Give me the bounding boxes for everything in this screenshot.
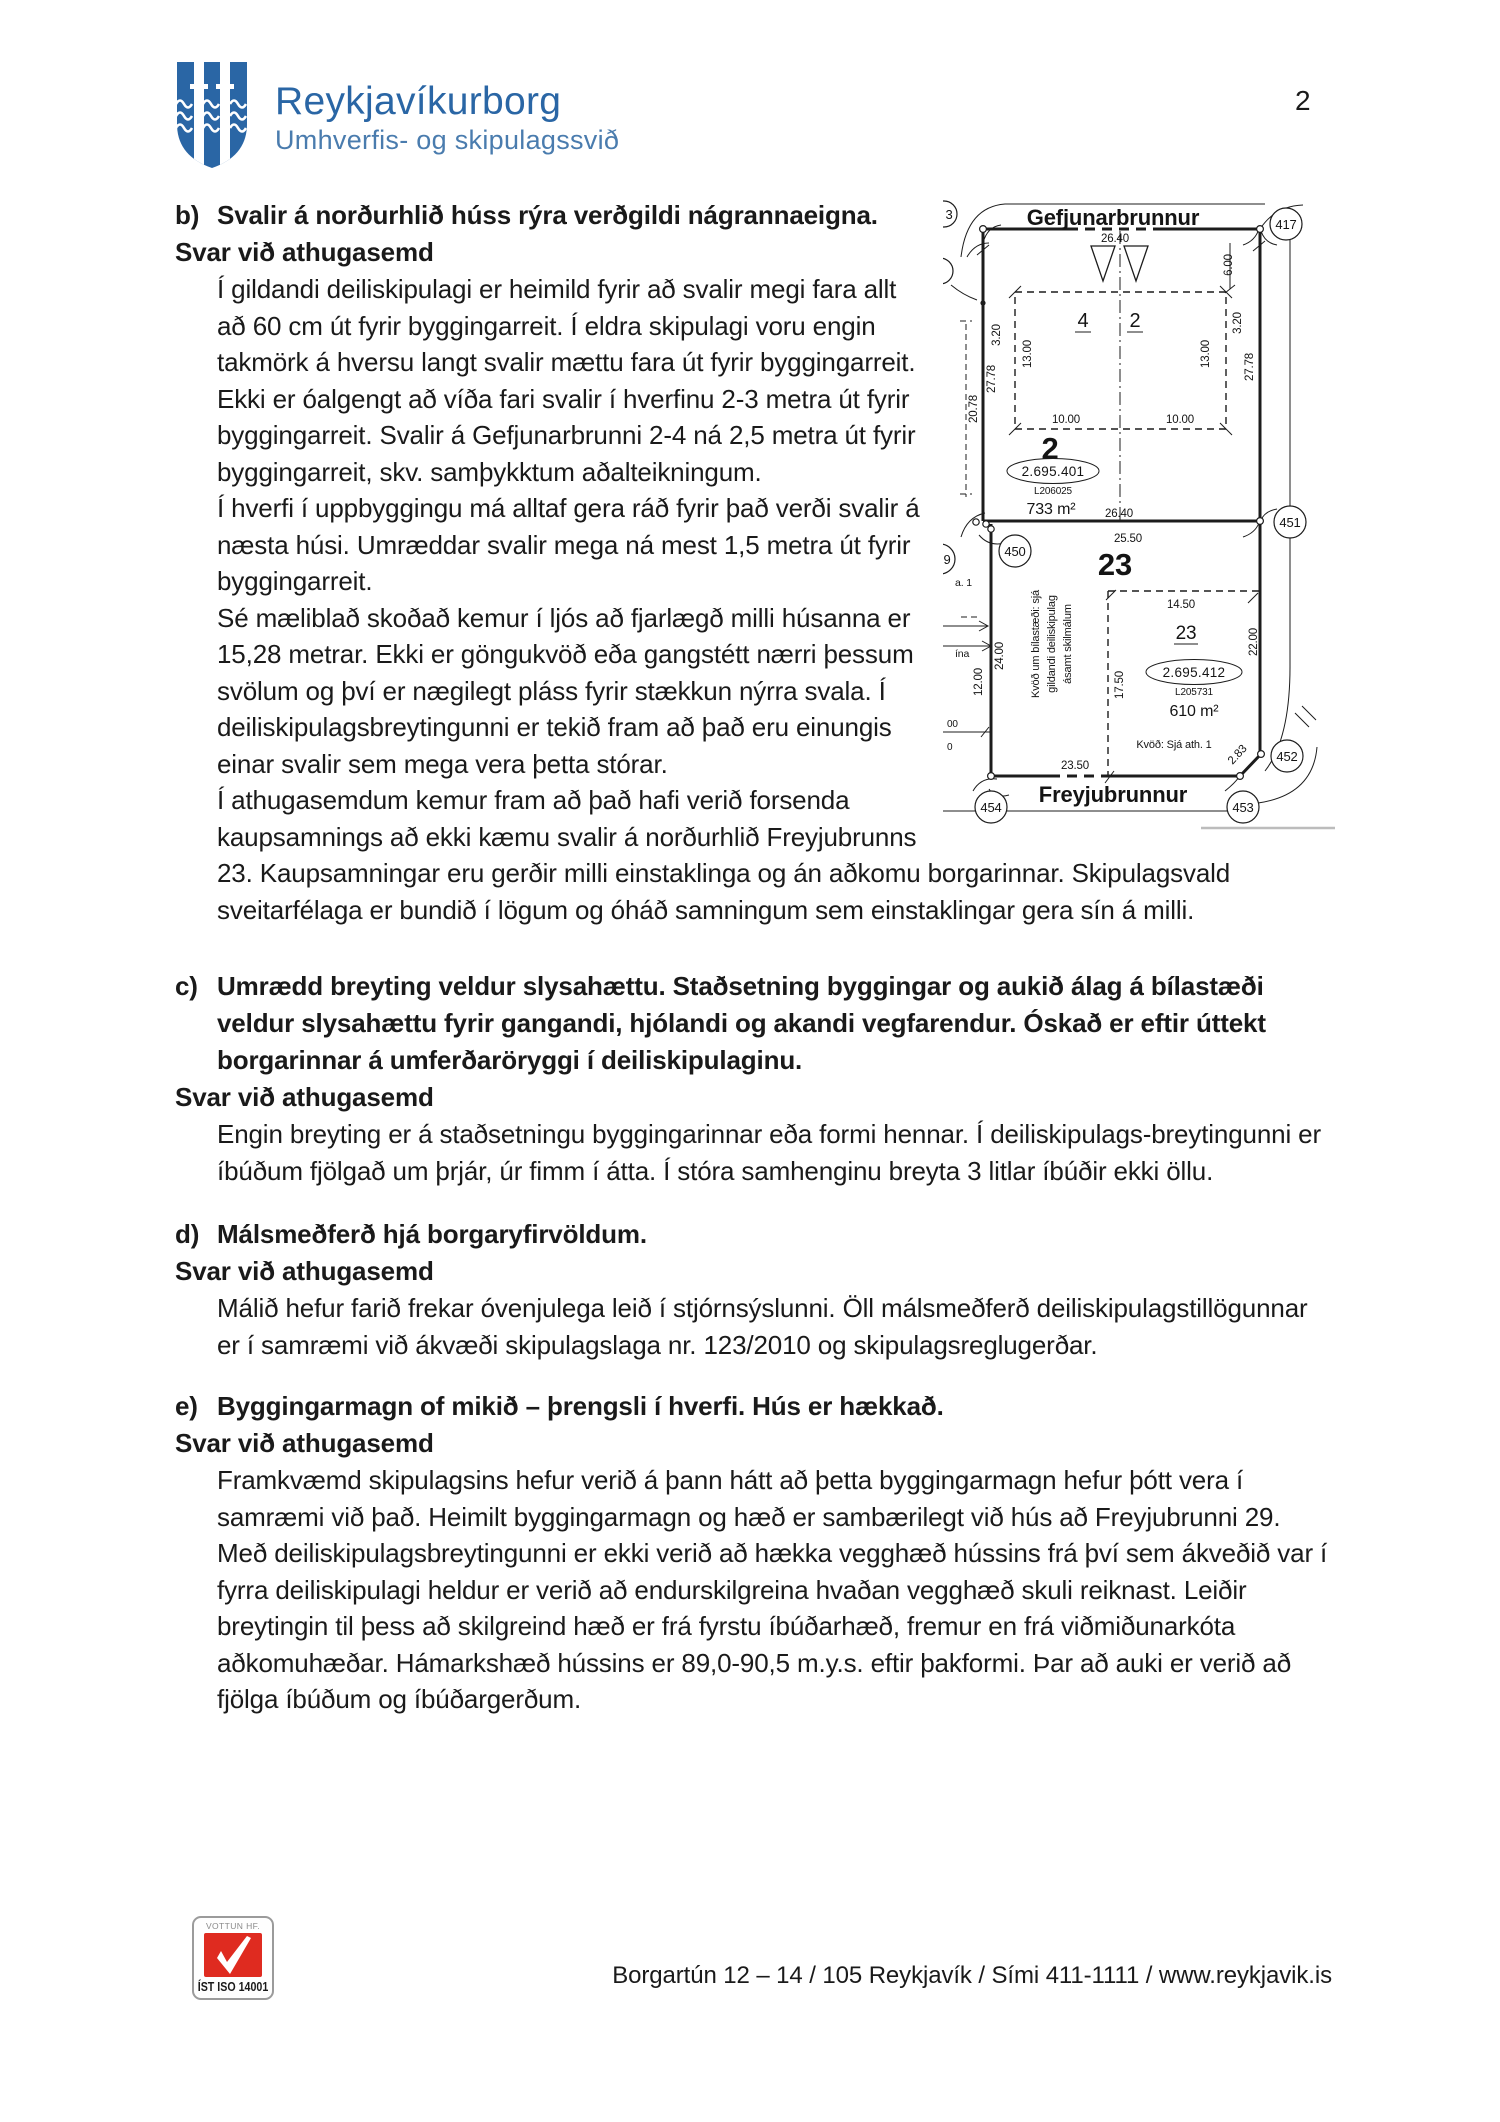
iso-standard-label: ÍST ISO 14001 [197, 1979, 269, 1994]
dim-label: 27.78 [1244, 352, 1256, 382]
section-heading-text: Umrædd breyting veldur slysahættu. Staðsetning byggingar og aukið álag á bílastæði veldur slysahættu fyrir gangandi, hjólandi og akandi vegfarendur. Óskað er eftir úttekt borgarinnar á umferðaröryggi í deiliskipulaginu. [217, 971, 1266, 1075]
paragraph: Sé mæliblað skoðað kemur í ljós að fjarlægð milli húsanna er 15,28 metrar. Ekki er göngukvöð eða gangstétt nærri þessum svölum og því er nægilegt pláss fyrir stækkun nýrra svala. Í deiliskipulagsbreytingunni er tekið fram að það eru einungis einar svalir sem mega vera þetta stórar. [217, 602, 914, 779]
plot-area: 610 m² [1169, 703, 1219, 720]
survey-point [983, 521, 989, 527]
survey-point [980, 226, 987, 233]
road-edge-right [1265, 537, 1290, 771]
dim-label: 14.50 [1166, 599, 1196, 611]
section-e [175, 1388, 1335, 1718]
dim-label: 26.40 [1100, 233, 1130, 245]
land-number: L205731 [1175, 687, 1213, 698]
section-heading-text: Málsmeðferð hjá borgaryfirvöldum. [217, 1219, 647, 1249]
response-label: Svar við athugasemd [175, 1428, 434, 1458]
dim-label: 3.20 [1232, 312, 1244, 334]
dim-label: 6.00 [1223, 254, 1235, 276]
section-heading-text: Byggingarmagn of mikið – þrengsli í hverfi. Hús er hækkað. [217, 1391, 944, 1421]
plot-number: 2 [1041, 431, 1059, 466]
org-name: Reykjavíkurborg [275, 80, 562, 123]
survey-point-number: 9 [943, 552, 951, 567]
iso-vottun-label: VOTTUN HF. [205, 1921, 261, 1931]
paragraph: Engin breyting er á staðsetningu byggingarinnar eða formi hennar. Í deiliskipulags-breytingunni er íbúðum fjölgað um þrjár, úr fimm í átta. Í stóra samhenginu breyta 3 litlar íbúðir ekki öllu. [217, 1119, 1321, 1186]
parcel-id: 2.695.401 [1021, 464, 1085, 479]
dim-label: 13.00 [1200, 339, 1212, 369]
footer-address: Borgartún 12 – 14 / 105 Reykjavík / Sími 411-1111 / www.reykjavik.is [612, 1962, 1332, 1989]
dim-label: 27.78 [986, 364, 998, 394]
response-label: Svar við athugasemd [175, 237, 434, 267]
section-letter: b) [175, 200, 200, 230]
section-letter: d) [175, 1219, 200, 1249]
street-name-bottom: Freyjubrunnur [1038, 782, 1188, 807]
paragraph: Í gildandi deiliskipulagi er heimild fyrir að svalir megi fara allt að 60 cm út fyrir byggingarreit. Í eldra skipulagi voru engin takmörk á hversu langt svalir mættu fara út fyrir byggingarreit. Ekki er óalgengt að víða fari svalir í hverfinu 2-3 metra út fyrir byggingarreit. Svalir á Gefjunarbrunni 2-4 ná 2,5 metra út fyrir byggingarreit, skv. samþykktum aðalteikningum. [217, 274, 916, 487]
city-logo-shield [175, 60, 249, 170]
response-label: Svar við athugasemd [175, 1082, 434, 1112]
paragraph: Í hverfi í uppbyggingu má alltaf gera ráð fyrir það verði svalir á næsta húsi. Umræddar svalir mega ná mest 1,5 metra út fyrir byggingarreit. [217, 493, 920, 596]
clipped-label: 0 [947, 742, 953, 753]
building-number: 23 [1175, 623, 1197, 644]
survey-point-number: 452 [1276, 749, 1298, 764]
dim-label: 2.83 [1225, 742, 1250, 768]
section-d [175, 1216, 1335, 1363]
survey-point-number: 451 [1279, 515, 1301, 530]
dim-label: 24.00 [994, 641, 1006, 671]
survey-point [988, 773, 995, 780]
org-department: Umhverfis- og skipulagssvið [275, 125, 620, 155]
section-c [175, 968, 1335, 1189]
survey-hook [951, 285, 977, 300]
parcel-id: 2.695.412 [1162, 665, 1226, 680]
hatch-ticks [1295, 706, 1316, 727]
unit-number: 2 [1129, 310, 1141, 332]
clipped-label: a. 1 [955, 577, 972, 589]
page-number: 2 [1295, 85, 1311, 116]
dim-label: 23.50 [1060, 760, 1090, 772]
paragraph: Með deiliskipulagsbreytingunni er ekki verið að hækka vegghæð hússins frá því sem ákveðið var í fyrra deiliskipulagi heldur er verið að endurskilgreina hvaðan vegghæð skuli reiknast. Leiðir breytingin til þess að skilgreind hæð er frá fyrstu íbúðarhæð, fremur en frá viðmiðunarkóta aðkomuhæðar. Hámarkshæð hússins er 89,0-90,5 m.y.s. eftir þakformi. Þar að auki er verið að fjölga íbúðum og íbúðargerðum. [217, 1538, 1328, 1714]
easement-text-line: Kvöð um bílastæði: sjá [1030, 590, 1042, 698]
section-letter: e) [175, 1391, 198, 1421]
survey-point-number: 454 [980, 800, 1002, 815]
dim-label: 10.00 [1051, 414, 1081, 426]
section-heading [175, 1388, 1335, 1425]
section-heading-text: Svalir á norðurhlið húss rýra verðgildi nágrannaeigna. [217, 200, 878, 230]
land-number: L206025 [1034, 486, 1072, 497]
corner-arc [1225, 777, 1239, 791]
survey-point [1258, 751, 1265, 758]
clipped-label: 00 [947, 719, 958, 730]
offset-dim-line [960, 321, 981, 617]
site-plan-drawing [943, 199, 1335, 833]
response-label: Svar við athugasemd [175, 1256, 434, 1286]
survey-point [1257, 518, 1264, 525]
dim-label: 17.50 [1114, 670, 1126, 700]
paragraph: Framkvæmd skipulagsins hefur verið á þann hátt að þetta byggingarmagn hefur þótt vera í samræmi við það. Heimilt byggingarmagn og hæð er sambærilegt við hús að Freyjubrunni 29. [217, 1465, 1281, 1532]
entrance-arrow-left [1091, 246, 1115, 281]
paragraph: Málið hefur farið frekar óvenjulega leið í stjórnsýslunni. Öll málsmeðferð deiliskipulagstillögunnar er í samræmi við ákvæði skipulagslaga nr. 123/2010 og skipulagsreglugerðar. [217, 1293, 1308, 1360]
checkmark-icon [204, 1933, 262, 1977]
dim-label: 26.40 [1104, 508, 1134, 520]
dim-label: 20.78 [968, 394, 980, 424]
easement-text-line: ásamt skilmálum [1062, 604, 1074, 684]
plot23-bottom-boundary [991, 754, 1261, 776]
section-heading [175, 1216, 1335, 1253]
survey-point-circle-partial [943, 258, 953, 284]
survey-point [1257, 226, 1264, 233]
iso-certification-badge [192, 1916, 274, 2000]
unit-number: 4 [1077, 310, 1089, 332]
survey-point-number: 453 [1232, 800, 1254, 815]
city-logo [175, 60, 619, 170]
section-letter: c) [175, 971, 198, 1001]
street-name-top: Gefjunarbrunnur [1026, 205, 1200, 230]
survey-point [973, 519, 979, 525]
easement-note: Kvöð: Sjá ath. 1 [1136, 739, 1212, 751]
survey-point-number: 417 [1275, 217, 1297, 232]
section-heading [175, 968, 1335, 1079]
dim-label: 13.00 [1022, 339, 1034, 369]
paragraph: Í athugasemdum kemur fram að það hafi verið forsenda kaupsamnings að ekki kæmu svalir á norðurhlið Freyjubrunns 23. Kaupsamningar eru gerðir milli einstaklinga og án aðkomu borgarinnar. Skipulagsvald sveitarfélaga er bundið í lögum og óháð samningum sem einstaklingar gera sín á milli. [217, 785, 1231, 925]
dim-label: 12.00 [973, 667, 985, 697]
clipped-label: ína [955, 648, 970, 660]
dim-label: 3.20 [991, 324, 1003, 346]
survey-point [988, 526, 994, 532]
section-b [175, 197, 1335, 928]
plot-number: 23 [1097, 547, 1133, 582]
dim-label: 10.00 [1165, 414, 1195, 426]
survey-dot [980, 300, 985, 305]
left-arrow-1 [943, 621, 988, 631]
survey-point-number: 450 [1004, 544, 1026, 559]
dim-label: 22.00 [1248, 627, 1260, 657]
entrance-arrow-right [1124, 246, 1148, 281]
survey-point-number: 3 [945, 207, 953, 222]
dim-label: 25.50 [1113, 533, 1143, 545]
plot-area: 733 m² [1026, 501, 1076, 518]
easement-text-line: gildandi deiliskipulag [1046, 595, 1058, 693]
document-body [175, 197, 1335, 1718]
survey-point [1237, 773, 1244, 780]
